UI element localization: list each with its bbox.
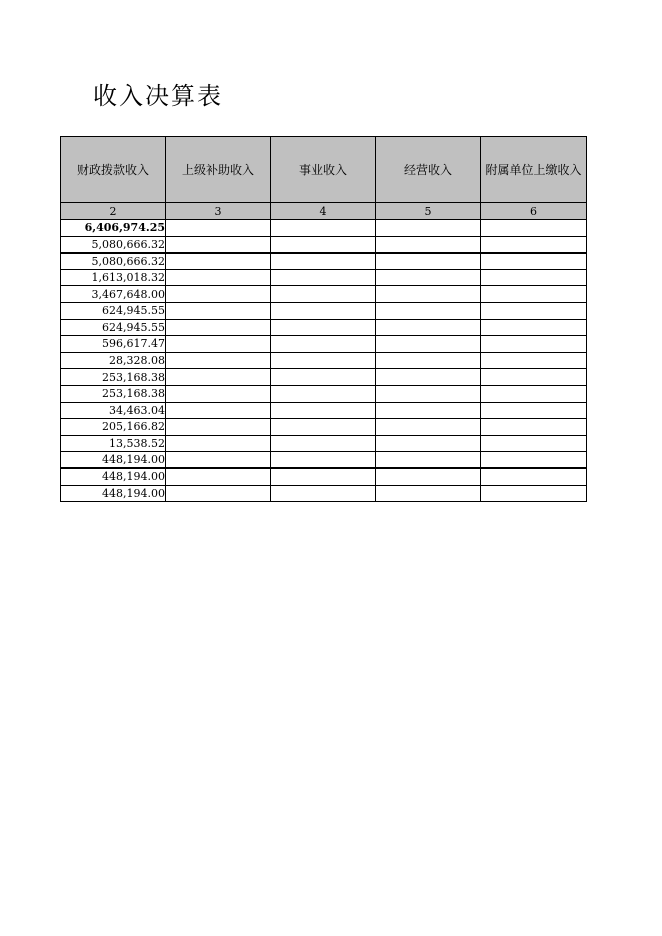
table-row <box>61 369 587 386</box>
table-cell[interactable]: 205,166.82 <box>61 419 166 436</box>
column-number[interactable]: 2 <box>61 203 166 220</box>
table-cell[interactable] <box>376 468 481 485</box>
table-cell[interactable] <box>271 468 376 485</box>
table-cell[interactable]: 448,194.00 <box>61 485 166 502</box>
table-row <box>61 236 587 253</box>
table-cell[interactable] <box>481 319 587 336</box>
table-cell[interactable] <box>481 253 587 270</box>
table-cell[interactable]: 1,613,018.32 <box>61 269 166 286</box>
column-number[interactable]: 5 <box>376 203 481 220</box>
table-cell[interactable] <box>271 236 376 253</box>
table-cell[interactable] <box>481 220 587 237</box>
table-row <box>61 220 587 237</box>
table-cell[interactable] <box>166 269 271 286</box>
table-cell[interactable] <box>481 352 587 369</box>
table-cell[interactable] <box>376 336 481 353</box>
header-row <box>61 137 587 203</box>
table-cell[interactable] <box>166 220 271 237</box>
column-header[interactable]: 事业收入 <box>271 137 376 203</box>
table-cell[interactable] <box>166 319 271 336</box>
table-cell[interactable] <box>271 302 376 319</box>
table-cell[interactable] <box>376 419 481 436</box>
table-cell[interactable] <box>166 336 271 353</box>
table-row <box>61 435 587 452</box>
table-cell[interactable] <box>376 253 481 270</box>
table-cell[interactable] <box>271 452 376 469</box>
table-row <box>61 352 587 369</box>
table-cell[interactable] <box>271 419 376 436</box>
column-number[interactable]: 3 <box>166 203 271 220</box>
table-cell[interactable] <box>166 369 271 386</box>
table-cell[interactable]: 624,945.55 <box>61 319 166 336</box>
table-cell[interactable] <box>271 352 376 369</box>
income-table <box>60 136 587 502</box>
table-cell[interactable] <box>376 485 481 502</box>
table-cell[interactable] <box>481 419 587 436</box>
column-header[interactable]: 上级补助收入 <box>166 137 271 203</box>
table-cell[interactable] <box>271 336 376 353</box>
table-cell[interactable] <box>481 468 587 485</box>
table-cell[interactable] <box>166 302 271 319</box>
table-cell[interactable] <box>166 402 271 419</box>
table-cell[interactable]: 624,945.55 <box>61 302 166 319</box>
column-header[interactable]: 经营收入 <box>376 137 481 203</box>
table-cell[interactable]: 448,194.00 <box>61 452 166 469</box>
table-cell[interactable] <box>271 402 376 419</box>
table-row <box>61 336 587 353</box>
table-cell[interactable]: 253,168.38 <box>61 385 166 402</box>
table-cell[interactable] <box>481 402 587 419</box>
table-cell[interactable] <box>376 302 481 319</box>
table-cell[interactable] <box>271 485 376 502</box>
table-cell[interactable] <box>376 452 481 469</box>
table-row <box>61 319 587 336</box>
table-row <box>61 419 587 436</box>
table-cell[interactable] <box>481 385 587 402</box>
table-cell[interactable] <box>271 269 376 286</box>
table-cell[interactable] <box>271 286 376 303</box>
table-row <box>61 402 587 419</box>
table-cell[interactable] <box>376 385 481 402</box>
table-cell[interactable] <box>271 253 376 270</box>
column-header[interactable]: 财政拨款收入 <box>61 137 166 203</box>
table-cell[interactable] <box>376 435 481 452</box>
table-row <box>61 253 587 270</box>
table-row <box>61 452 587 469</box>
page-title: 收入决算表 <box>93 82 223 110</box>
table-cell[interactable] <box>166 419 271 436</box>
table-cell[interactable] <box>481 269 587 286</box>
table-cell[interactable] <box>481 286 587 303</box>
table-cell[interactable]: 6,406,974.25 <box>61 220 166 237</box>
table-cell[interactable]: 448,194.00 <box>61 468 166 485</box>
table-cell[interactable] <box>166 452 271 469</box>
table-cell[interactable] <box>271 385 376 402</box>
table-cell[interactable] <box>376 352 481 369</box>
table-cell[interactable] <box>271 435 376 452</box>
table-cell[interactable]: 34,463.04 <box>61 402 166 419</box>
table-cell[interactable] <box>166 286 271 303</box>
column-number-row <box>61 203 587 220</box>
table-cell[interactable] <box>376 236 481 253</box>
table-cell[interactable]: 596,617.47 <box>61 336 166 353</box>
column-header[interactable]: 附属单位上缴收入 <box>481 137 587 203</box>
table-cell[interactable]: 5,080,666.32 <box>61 236 166 253</box>
table-cell[interactable] <box>376 286 481 303</box>
table-cell[interactable] <box>166 253 271 270</box>
table-row <box>61 385 587 402</box>
table-cell[interactable] <box>376 402 481 419</box>
table-row <box>61 468 587 485</box>
table-cell[interactable] <box>376 369 481 386</box>
table-row <box>61 269 587 286</box>
table-cell[interactable] <box>166 236 271 253</box>
column-number[interactable]: 6 <box>481 203 587 220</box>
table-cell[interactable] <box>481 485 587 502</box>
table-cell[interactable] <box>481 336 587 353</box>
column-number[interactable]: 4 <box>271 203 376 220</box>
table-cell[interactable] <box>376 269 481 286</box>
table-cell[interactable] <box>481 452 587 469</box>
table-cell[interactable] <box>271 369 376 386</box>
table-cell[interactable]: 5,080,666.32 <box>61 253 166 270</box>
table-cell[interactable] <box>166 352 271 369</box>
table-cell[interactable]: 28,328.08 <box>61 352 166 369</box>
table-cell[interactable]: 253,168.38 <box>61 369 166 386</box>
table-cell[interactable] <box>481 435 587 452</box>
table-cell[interactable] <box>376 319 481 336</box>
table-cell[interactable]: 3,467,648.00 <box>61 286 166 303</box>
table-cell[interactable] <box>166 485 271 502</box>
table-row <box>61 286 587 303</box>
table-row <box>61 302 587 319</box>
table-cell[interactable] <box>481 369 587 386</box>
table-cell[interactable] <box>376 220 481 237</box>
table-cell[interactable] <box>481 236 587 253</box>
table-body <box>61 220 587 502</box>
table-cell[interactable] <box>166 435 271 452</box>
table-cell[interactable] <box>271 319 376 336</box>
table-cell[interactable]: 13,538.52 <box>61 435 166 452</box>
table-cell[interactable] <box>271 220 376 237</box>
table-cell[interactable] <box>166 468 271 485</box>
table-cell[interactable] <box>166 385 271 402</box>
table-cell[interactable] <box>481 302 587 319</box>
table-row <box>61 485 587 502</box>
